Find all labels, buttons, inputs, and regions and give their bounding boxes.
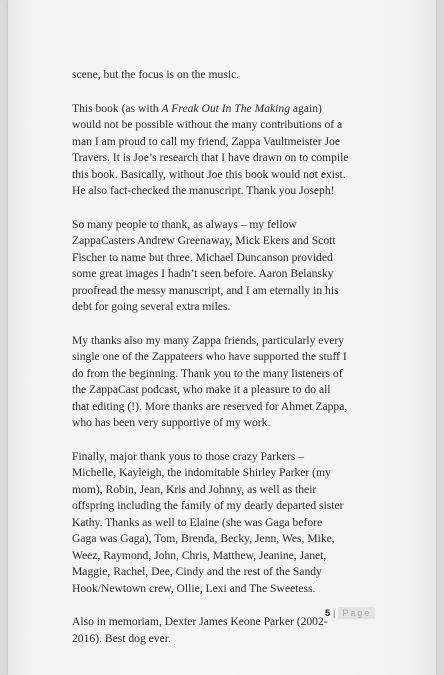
text-segment: scene, but the focus is on the music. <box>72 68 240 81</box>
text-segment: some great images I hadn’t seen before. Aaron Belansky <box>72 267 334 280</box>
text-segment: Travers. It is Joe’s research that I have drawn on to compile <box>72 151 349 164</box>
text-segment: man I am proud to call my friend, Zappa Vaultmeister Joe <box>72 134 340 148</box>
text-line <box>72 498 384 515</box>
text-segment: This book (as with <box>72 101 162 115</box>
paragraph <box>72 449 384 598</box>
text-segment: Maggie, Rachel, Dee, Cindy and the rest of the Sandy <box>72 565 322 578</box>
text-segment: 2016). Best dog ever. <box>72 631 171 645</box>
text-line <box>72 266 384 283</box>
text-line <box>72 415 384 432</box>
text-line <box>72 134 384 151</box>
text-segment: Hook/Newtown crew, Ollie, Lexi and The Sweetess. <box>72 581 316 595</box>
text-segment: offspring including the family of my dearly departed sister <box>72 499 344 512</box>
text-line <box>72 564 384 581</box>
text-line <box>72 183 384 200</box>
text-line <box>72 167 384 184</box>
book-title-italic: A Freak Out In The Making <box>161 101 291 115</box>
text-segment: the ZappaCast podcast, who make it a pleasure to do all <box>72 383 331 396</box>
text-line <box>72 250 384 267</box>
page-body <box>72 67 384 664</box>
text-segment: Weez, Raymond, John, Chris, Matthew, Jeanine, Janet, <box>72 548 327 562</box>
paragraph <box>72 67 384 84</box>
text-segment: He also fact-checked the manuscript. Thank you Joseph! <box>72 184 335 197</box>
paragraph <box>72 217 384 316</box>
text-line <box>72 299 384 316</box>
text-segment: that editing (!). More thanks are reserved for Ahmet Zappa, <box>72 399 348 413</box>
text-segment: ZappaCasters Andrew Greenaway, Mick Ekers and Scott <box>72 234 336 247</box>
page-label: Page <box>338 607 375 619</box>
text-line <box>72 548 384 565</box>
text-line <box>72 449 384 466</box>
paragraph <box>72 101 384 200</box>
text-line <box>72 581 384 598</box>
text-line <box>72 631 384 648</box>
text-line <box>72 531 384 548</box>
text-segment: My thanks also my many Zappa friends, particularly every <box>72 333 345 347</box>
text-segment: Also in memoriam, Dexter James Keone Parker (2002- <box>72 615 328 628</box>
text-line <box>72 349 384 366</box>
text-line <box>72 217 384 234</box>
text-line <box>72 366 384 383</box>
text-line <box>72 233 384 250</box>
text-segment: Michelle, Kayleigh, the indomitable Shirley Parker (my <box>72 466 331 479</box>
text-segment: Fischer to name but three. Michael Duncanson provided <box>72 250 333 264</box>
text-segment: Finally, major thank yous to those crazy Parkers – <box>72 449 305 463</box>
text-line <box>72 101 384 118</box>
text-line <box>72 382 384 399</box>
text-segment: do from the beginning. Thank you to the many listeners of <box>72 366 343 380</box>
page-separator: | <box>333 608 336 618</box>
text-segment: mom), Robin, Jean, Kris and Johnny, as well as their <box>72 482 317 496</box>
text-segment: single one of the Zappateers who have supported the stuff I <box>72 350 347 363</box>
text-line <box>72 465 384 482</box>
text-segment: who has been very supportive of my work. <box>72 416 271 429</box>
paragraph <box>72 333 384 432</box>
text-segment: Kathy. Thanks as well to Elaine (she was Gaga before <box>72 515 323 529</box>
text-line <box>72 333 384 350</box>
text-segment: debt for going several extra miles. <box>72 300 231 313</box>
text-segment: So many people to thank, as always – my fellow <box>72 217 297 231</box>
text-line <box>72 117 384 134</box>
book-page <box>8 0 436 675</box>
text-line <box>72 67 384 84</box>
text-segment: proofread the messy manuscript, and I am eternally in his <box>72 283 339 297</box>
page-footer <box>325 607 375 619</box>
page-number: 5 <box>325 608 331 618</box>
text-segment: Gaga was Gaga), Tom, Brenda, Becky, Jenn, Wes, Mike, <box>72 532 335 545</box>
text-line <box>72 150 384 167</box>
text-line <box>72 482 384 499</box>
text-line <box>72 283 384 300</box>
text-segment: this book. Basically, without Joe this book would not exist. <box>72 167 346 181</box>
text-line <box>72 515 384 532</box>
text-segment: again) <box>290 101 322 115</box>
text-segment: would not be possible without the many contributions of a <box>72 118 343 131</box>
text-line <box>72 399 384 416</box>
